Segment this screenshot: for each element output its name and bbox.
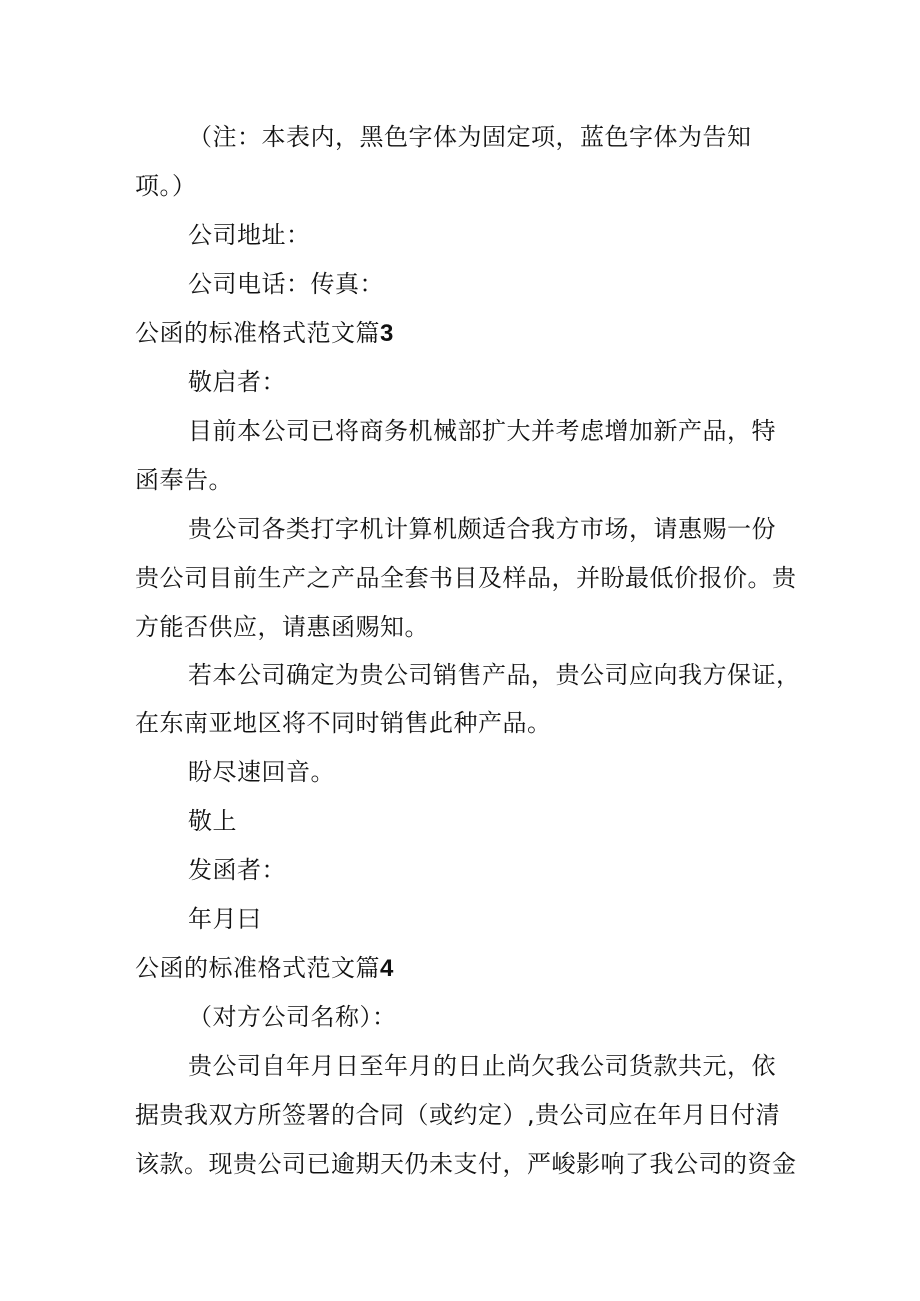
sender: 发函者： <box>188 856 286 884</box>
paragraph-1-line-2: 函奉告。 <box>135 466 233 494</box>
company-address: 公司地址： <box>188 221 311 249</box>
section-4-paragraph-1-line-2: 据贵我双方所签署的合同（或约定）,贵公司应在年月日付清 <box>135 1101 781 1129</box>
note-line-2: 项。） <box>135 172 197 200</box>
date: 年月曰 <box>188 905 262 933</box>
paragraph-2-line-3: 方能否供应，请惠函赐知。 <box>135 613 429 641</box>
salutation: 敬启者： <box>188 368 286 396</box>
section-4-paragraph-1-line-1: 贵公司自年月日至年月的日止尚欠我公司货款共元，依 <box>188 1052 776 1080</box>
paragraph-1-line-1: 目前本公司已将商务机械部扩大并考虑增加新产品，特 <box>188 417 776 445</box>
paragraph-3-line-1: 若本公司确定为贵公司销售产品，贵公司应向我方保证， <box>188 661 801 689</box>
addressee: （对方公司名称）： <box>188 1003 397 1031</box>
paragraph-2-line-1: 贵公司各类打字机计算机颇适合我方市场，请惠赐一份 <box>188 515 776 543</box>
paragraph-3-line-2: 在东南亚地区将不同时销售此种产品。 <box>135 709 552 737</box>
section-3-heading-number: 3 <box>380 320 394 347</box>
section-3-heading-text: 公函的标准格式范文篇 <box>135 319 380 347</box>
company-phone-fax: 公司电话：传真： <box>188 270 384 298</box>
note-line-1: （注：本表内，黑色字体为固定项，蓝色字体为告知 <box>188 123 752 151</box>
section-4-heading-text: 公函的标准格式范文篇 <box>135 954 380 982</box>
section-3-heading <box>135 309 394 358</box>
section-4-heading <box>135 944 394 993</box>
closing: 敬上 <box>188 807 237 835</box>
paragraph-4: 盼尽速回音。 <box>188 758 335 786</box>
section-4-heading-number: 4 <box>380 955 394 982</box>
paragraph-2-line-2: 贵公司目前生产之产品全套书目及样品，并盼最低价报价。贵 <box>135 564 797 592</box>
section-4-paragraph-1-line-3: 该款。现贵公司已逾期天仍未支付，严峻影响了我公司的资金 <box>135 1150 797 1178</box>
